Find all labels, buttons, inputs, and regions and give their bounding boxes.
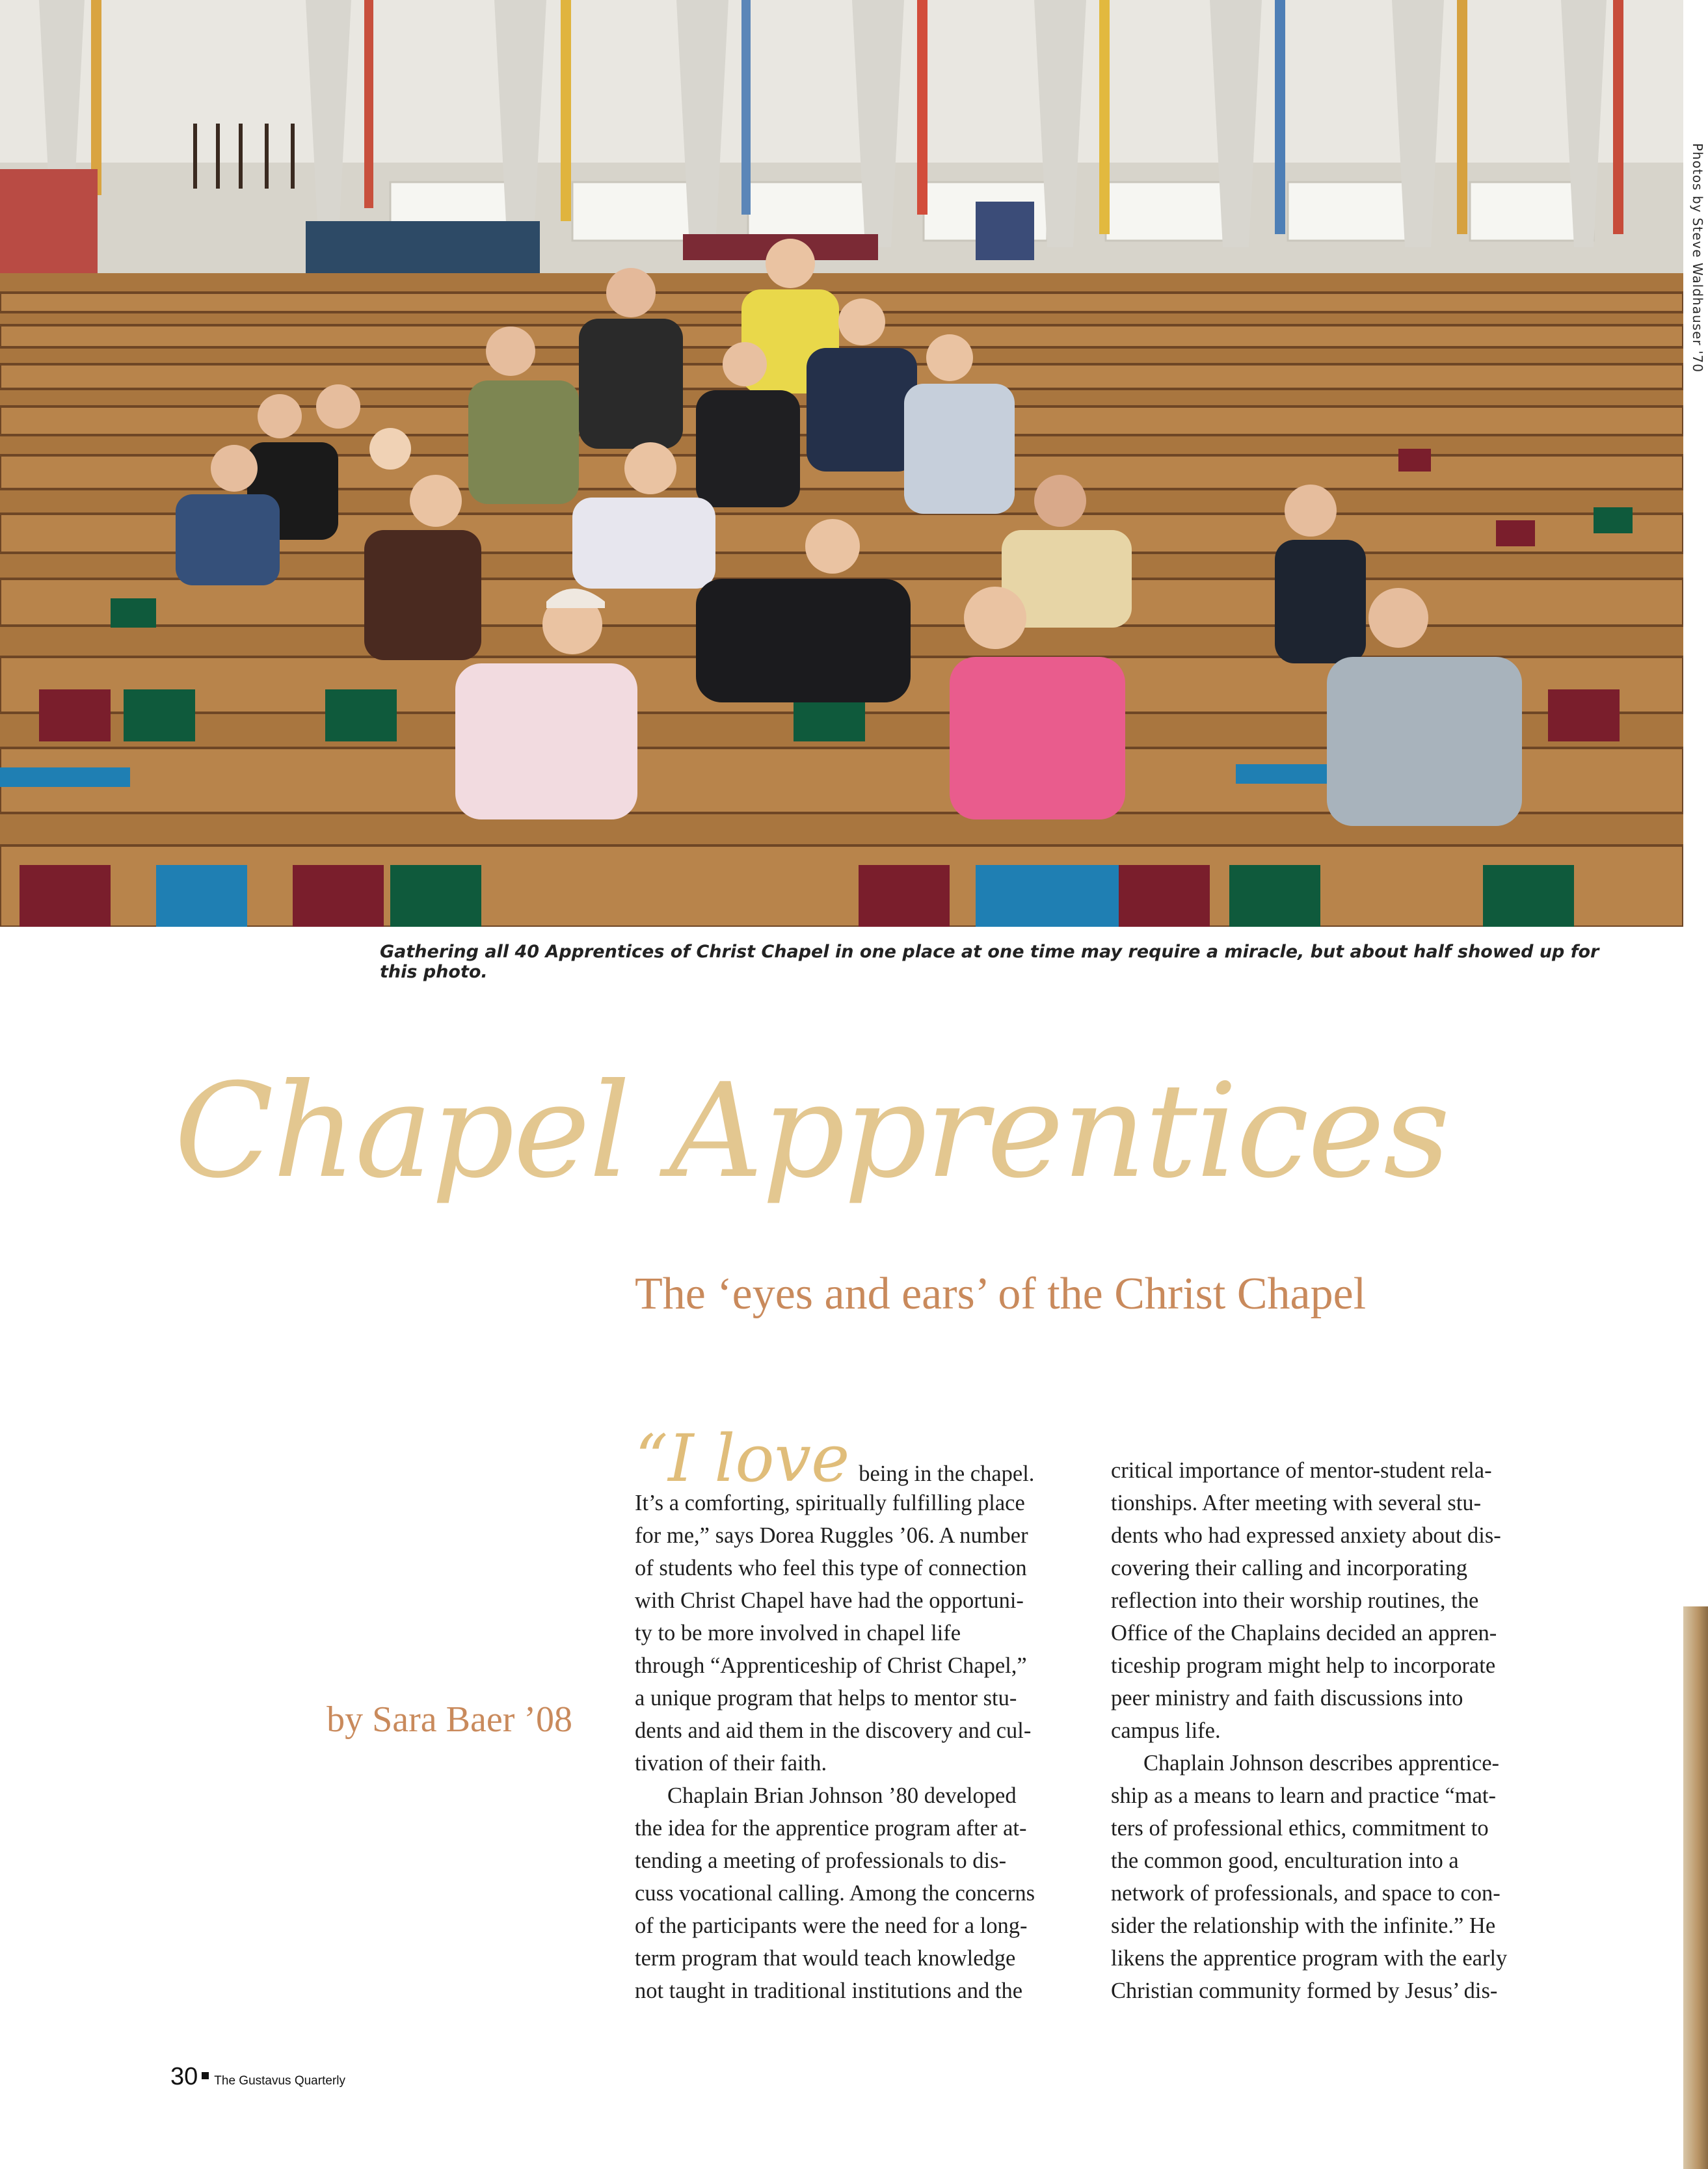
body-line: not taught in traditional institutions and the [635, 1978, 1023, 2003]
body-line: tionships. After meeting with several stu- [1111, 1491, 1482, 1515]
body-line: of the participants were the need for a long- [635, 1913, 1028, 1938]
body-line: peer ministry and faith discussions into [1111, 1686, 1463, 1710]
body-line: term program that would teach knowledge [635, 1946, 1016, 1971]
opening-line-text: being in the chapel. [859, 1461, 1035, 1486]
next-page-photo-edge [1683, 1606, 1708, 2169]
body-line: tivation of their faith. [635, 1751, 827, 1776]
photo-caption: Gathering all 40 Apprentices of Christ Chapel in one place at one time may require a miracle, but about half showed up for this photo. [380, 942, 1599, 982]
body-line: likens the apprentice program with the early [1111, 1946, 1508, 1971]
body-line: ship as a means to learn and practice “mat- [1111, 1783, 1496, 1808]
body-line: network of professionals, and space to con- [1111, 1881, 1501, 1906]
publication-name: The Gustavus Quarterly [214, 2074, 345, 2088]
body-line: ty to be more involved in chapel life [635, 1621, 961, 1645]
body-line: ticeship program might help to incorporate [1111, 1653, 1496, 1678]
article-byline: by Sara Baer ’08 [327, 1699, 572, 1740]
body-line: Chaplain Johnson describes apprentice- [1143, 1751, 1500, 1776]
chapel-photo [0, 0, 1683, 927]
body-line: a unique program that helps to mentor stu- [635, 1686, 1017, 1710]
body-line: tending a meeting of professionals to dis- [635, 1848, 1007, 1873]
photo-credit: Photos by Steve Waldhauser '70 [1690, 143, 1705, 373]
body-line: ters of professional ethics, commitment to [1111, 1816, 1489, 1841]
body-line: sider the relationship with the infinite.” He [1111, 1913, 1496, 1938]
body-line: Office of the Chaplains decided an appren- [1111, 1621, 1497, 1645]
body-line: cuss vocational calling. Among the concerns [635, 1881, 1035, 1906]
body-line: critical importance of mentor-student rela- [1111, 1458, 1492, 1483]
body-line: It’s a comforting, spiritually fulfilling place [635, 1491, 1025, 1515]
body-line: of students who feel this type of connection [635, 1556, 1027, 1580]
body-line: with Christ Chapel have had the opportuni- [635, 1588, 1024, 1613]
opening-line [635, 1420, 1084, 1497]
body-line: reflection into their worship routines, the [1111, 1588, 1479, 1613]
page-number: 30 [170, 2063, 198, 2090]
body-line: campus life. [1111, 1718, 1221, 1743]
body-line: Christian community formed by Jesus’ dis- [1111, 1978, 1498, 2003]
drop-cap: “I love [635, 1420, 850, 1497]
separator-square-icon [202, 2072, 209, 2079]
article-title: Chapel Apprentices [174, 1056, 1449, 1207]
body-line: the common good, enculturation into a [1111, 1848, 1459, 1873]
body-line: Chaplain Brian Johnson ’80 developed [667, 1783, 1017, 1808]
body-line: through “Apprenticeship of Christ Chapel,” [635, 1653, 1027, 1678]
text-column-2 [1111, 1454, 1560, 2007]
page-footer [170, 2063, 345, 2091]
body-line: the idea for the apprentice program after at- [635, 1816, 1027, 1841]
article-subtitle: The ‘eyes and ears’ of the Christ Chapel [635, 1269, 1367, 1319]
body-line: dents who had expressed anxiety about dis- [1111, 1523, 1501, 1548]
chapel-photo-illustration [0, 0, 1683, 927]
body-line: for me,” says Dorea Ruggles ’06. A number [635, 1523, 1028, 1548]
body-line: dents and aid them in the discovery and cul- [635, 1718, 1032, 1743]
body-line: covering their calling and incorporating [1111, 1556, 1467, 1580]
text-column-1 [635, 1420, 1084, 2007]
